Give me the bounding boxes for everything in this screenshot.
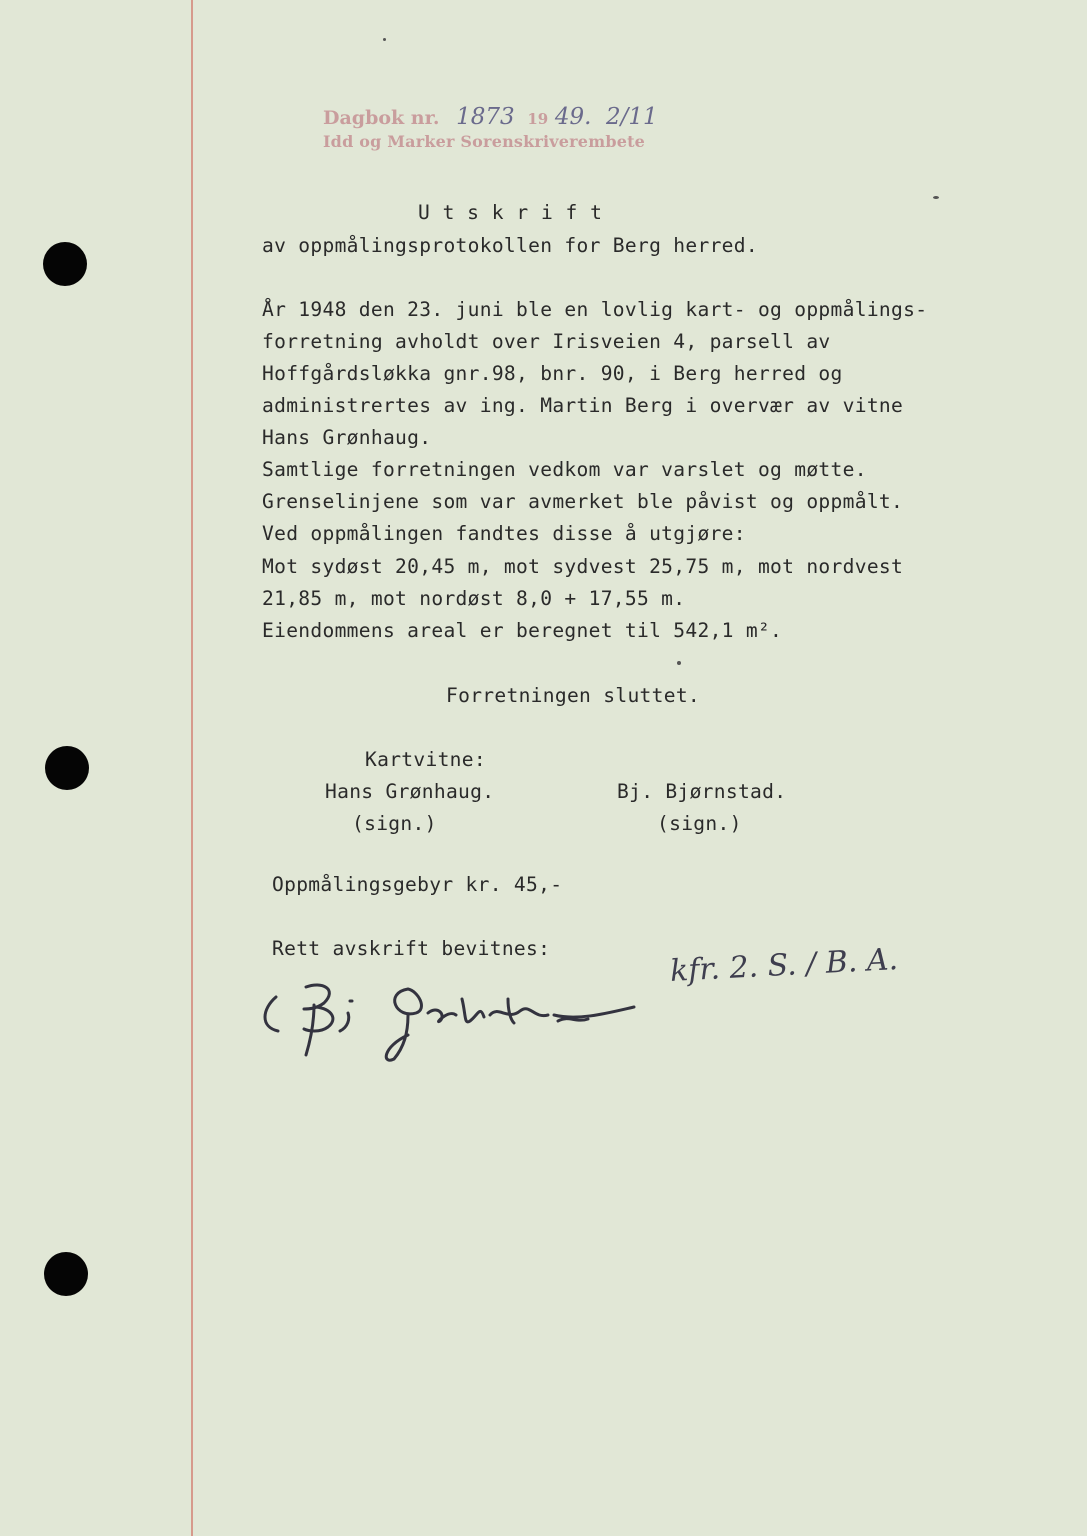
body-line: forretning avholdt over Irisveien 4, parsell av <box>262 330 831 353</box>
other-sign: (sign.) <box>657 812 742 835</box>
witness-name: Hans Grønhaug. <box>325 780 495 803</box>
body-line: Grenselinjene som var avmerket ble påvist og oppmålt. <box>262 490 904 513</box>
witness-heading: Kartvitne: <box>365 748 486 771</box>
other-name: Bj. Bjørnstad. <box>617 780 787 803</box>
ink-speck <box>677 661 681 665</box>
ink-speck <box>933 196 939 199</box>
document-title: U t s k r i f t <box>418 201 603 224</box>
witness-sign: (sign.) <box>352 812 437 835</box>
handwritten-note: kfr. 2. S. / B. A. <box>669 942 899 989</box>
stamp-label: Dagbok nr. <box>323 107 440 129</box>
stamp-year-suffix: 49. <box>554 104 592 130</box>
signature-text: Bj. Bjørnstad <box>258 975 264 976</box>
body-line: Mot sydøst 20,45 m, mot sydvest 25,75 m, mot nordvest <box>262 555 904 578</box>
journal-stamp <box>323 104 658 151</box>
body-line: År 1948 den 23. juni ble en lovlig kart- og oppmålings- <box>262 298 928 321</box>
ink-speck <box>383 38 386 41</box>
body-line: Eiendommens areal er beregnet til 542,1 m². <box>262 619 783 642</box>
body-line: 21,85 m, mot nordøst 8,0 + 17,55 m. <box>262 587 686 610</box>
body-line: administrertes av ing. Martin Berg i overvær av vitne <box>262 394 904 417</box>
punch-hole <box>43 242 87 286</box>
punch-hole <box>45 746 89 790</box>
body-line: Hoffgårdsløkka gnr.98, bnr. 90, i Berg herred og <box>262 362 843 385</box>
document-subtitle: av oppmålingsprotokollen for Berg herred. <box>262 234 758 257</box>
closing-line: Forretningen sluttet. <box>446 684 701 707</box>
certification-line: Rett avskrift bevitnes: <box>272 937 551 960</box>
body-line: Hans Grønhaug. <box>262 426 432 449</box>
margin-line <box>191 0 193 1536</box>
stamp-date: 2/11 <box>606 104 658 130</box>
stamp-number: 1873 <box>456 104 515 130</box>
body-line: Samtlige forretningen vedkom var varslet og møtte. <box>262 458 867 481</box>
stamp-year-prefix: 19 <box>527 110 549 128</box>
stamp-office: Idd og Marker Sorenskriverembete <box>323 132 646 151</box>
handwritten-signature <box>258 975 648 1070</box>
punch-hole <box>44 1252 88 1296</box>
fee-line: Oppmålingsgebyr kr. 45,- <box>272 873 563 896</box>
body-line: Ved oppmålingen fandtes disse å utgjøre: <box>262 522 746 545</box>
